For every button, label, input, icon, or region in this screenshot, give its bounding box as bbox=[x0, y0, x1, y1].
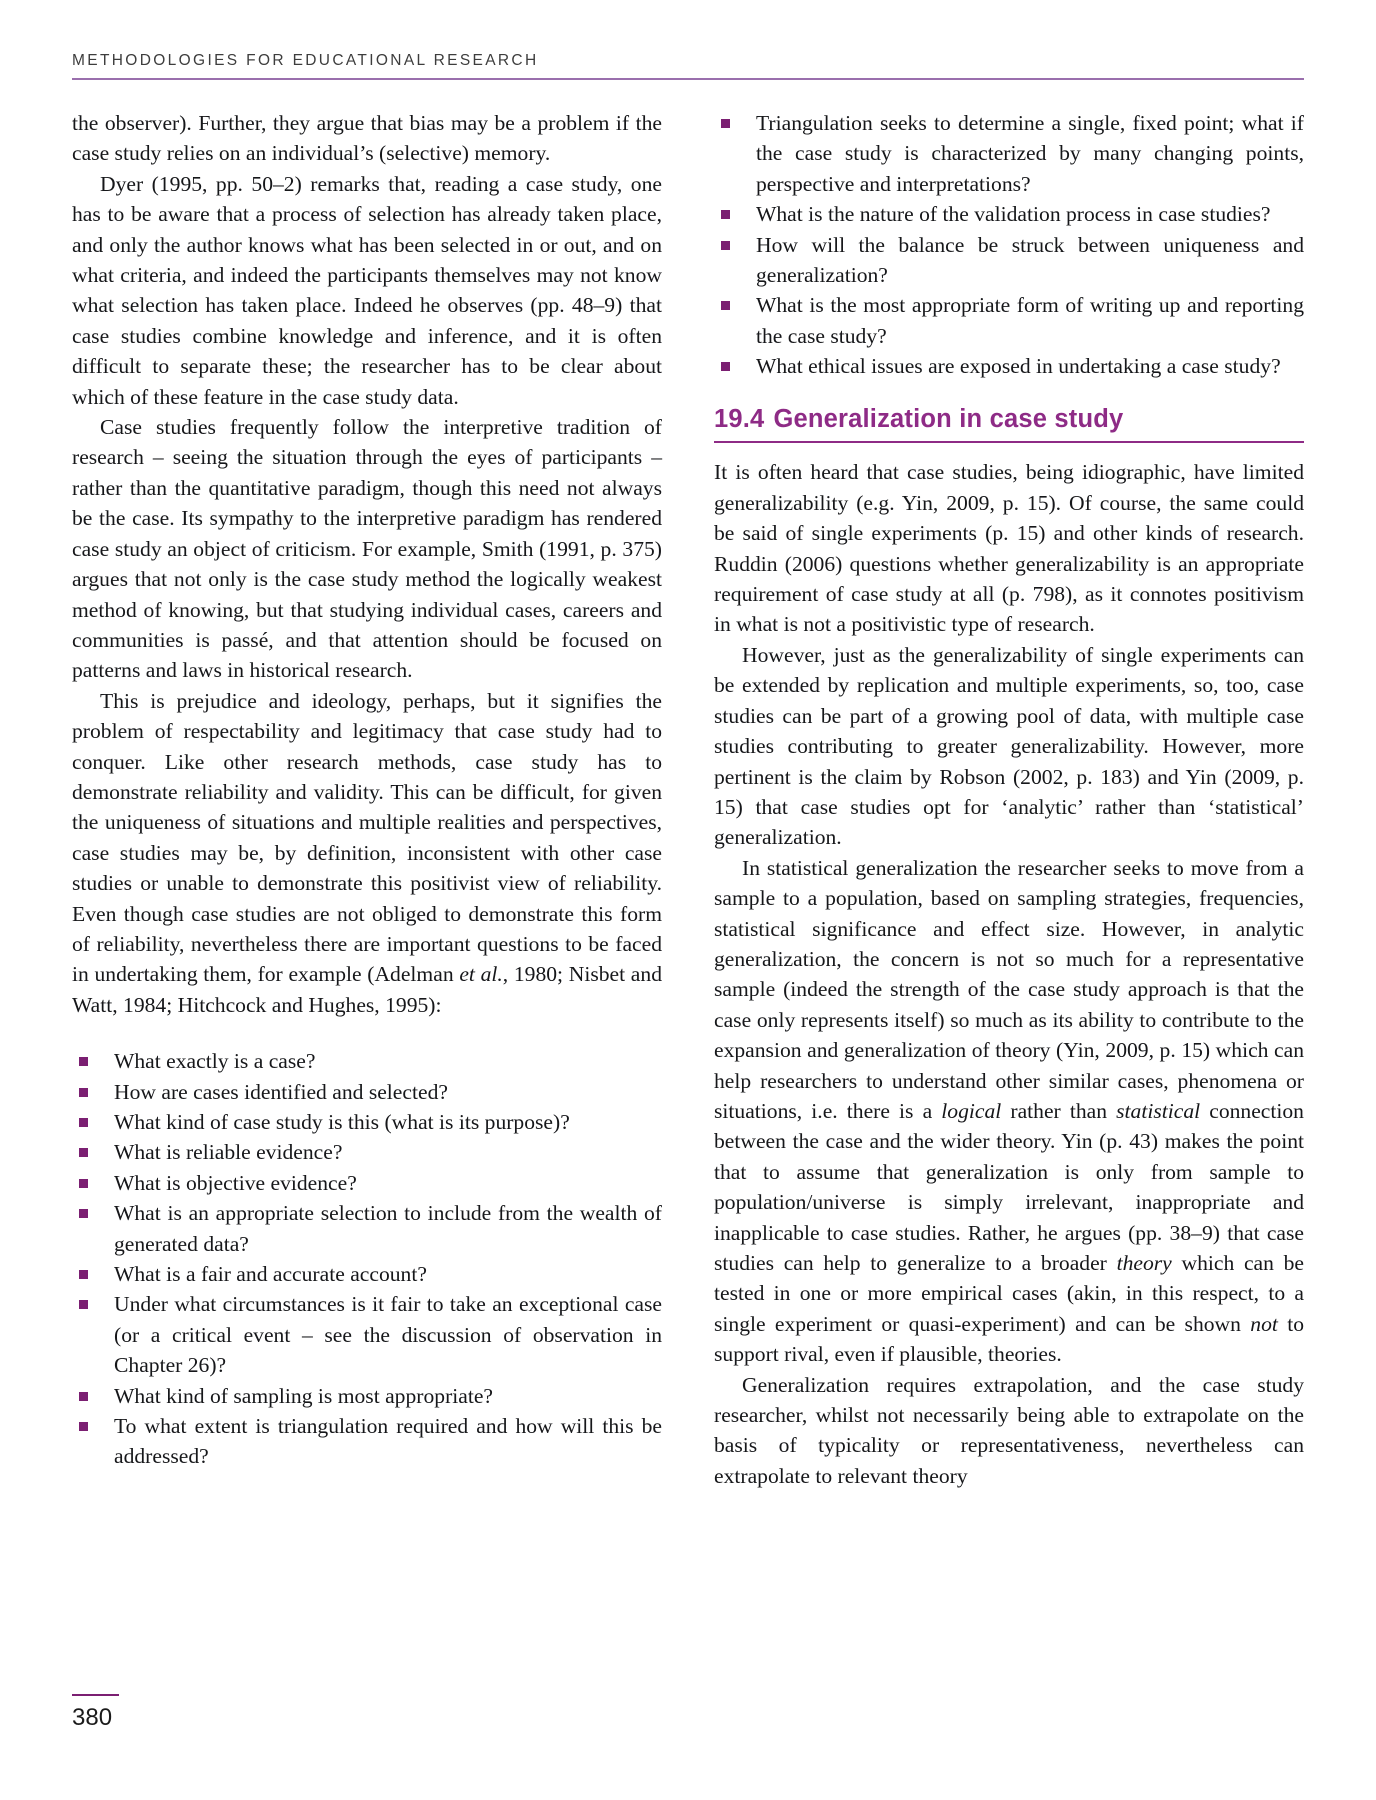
list-item bbox=[72, 1077, 662, 1107]
list-item-label: What is objective evidence? bbox=[114, 1170, 357, 1195]
list-item-label: What is reliable evidence? bbox=[114, 1140, 343, 1165]
square-bullet-icon bbox=[79, 1088, 88, 1097]
paragraph-part: In statistical generalization the researcher seeks to move from a sample to a population, based on sampling strategies, frequencies, statistical significance and effect size. However, in analytic generalization, the concern is not so much for a representative sample (indeed the strength of the case study approach is that the case only represents itself) so much as its ability to contribute to the expansion and generalization of theory (Yin, 2009, p. 15) which can help researchers to understand other similar cases, phenomena or situations, i.e. there is a bbox=[714, 855, 1304, 1123]
section-title: Generalization in case study bbox=[773, 404, 1124, 433]
paragraph-part: rather than bbox=[1001, 1098, 1117, 1123]
list-item bbox=[714, 351, 1304, 381]
paragraph-with-citation bbox=[72, 686, 662, 1020]
list-item bbox=[72, 1168, 662, 1198]
list-item-label: What is the most appropriate form of writing up and reporting the case study? bbox=[756, 293, 1304, 348]
paragraph: It is often heard that case studies, being idiographic, have limited generalizability (e.g. Yin, 2009, p. 15). Of course, the same could be said of single experiments (p. 15) and other kinds of research. Ruddin (2006) questions whether generalizability is an appropriate requirement of case study at all (p. 798), as it connotes positivism in what is not a positivistic type of research. bbox=[714, 460, 1304, 637]
folio bbox=[72, 1694, 119, 1730]
square-bullet-icon bbox=[79, 1422, 88, 1431]
square-bullet-icon bbox=[79, 1057, 88, 1066]
right-column bbox=[714, 108, 1304, 1491]
list-item bbox=[72, 1381, 662, 1411]
section-heading-area bbox=[714, 404, 1304, 444]
list-item bbox=[72, 1107, 662, 1137]
emphasis-statistical: statistical bbox=[1116, 1098, 1201, 1123]
section-heading bbox=[714, 404, 1304, 435]
list-item bbox=[72, 1411, 662, 1472]
paragraph: However, just as the generalizability of single experiments can be extended by replication and multiple experiments, so, too, case studies can be part of a growing pool of data, with multiple case studies contributing to greater generalizability. However, more pertinent is the claim by Robson (2002, p. 183) and Yin (2009, p. 15) that case studies opt for ‘analytic’ rather than ‘statistical’ generalization. bbox=[714, 642, 1304, 850]
section-number: 19.4 bbox=[714, 404, 765, 433]
list-item bbox=[714, 199, 1304, 229]
list-item-label: What kind of sampling is most appropriate? bbox=[114, 1383, 494, 1408]
list-item-label: What kind of case study is this (what is its purpose)? bbox=[114, 1110, 570, 1134]
square-bullet-icon bbox=[79, 1300, 88, 1309]
list-item bbox=[72, 1289, 662, 1380]
emphasis-logical: logical bbox=[941, 1098, 1002, 1123]
list-item bbox=[72, 1259, 662, 1289]
list-item-label: Under what circumstances is it fair to take an exceptional case (or a critical event – see the discussion of observation in Chapter 26)? bbox=[114, 1292, 662, 1378]
paragraph: Generalization requires extrapolation, and the case study researcher, whilst not necessarily being able to extrapolate on the basis of typicality or representativeness, nevertheless can extrapolate to relevant theory bbox=[714, 1372, 1304, 1488]
paragraph-part: to support rival, even if plausible, theories. bbox=[714, 1311, 1304, 1367]
square-bullet-icon bbox=[79, 1270, 88, 1279]
list-item-label: What is an appropriate selection to include from the wealth of generated data? bbox=[114, 1201, 662, 1256]
question-list-left bbox=[72, 1046, 662, 1472]
paragraph: the observer). Further, they argue that bias may be a problem if the case study relies on an individual’s (selective) memory. bbox=[72, 111, 662, 166]
header-rule bbox=[72, 78, 1304, 80]
square-bullet-icon bbox=[721, 210, 730, 219]
list-item-label: How will the balance be struck between uniqueness and generalization? bbox=[756, 232, 1304, 288]
paragraph-statistical-generalization bbox=[714, 853, 1304, 1370]
left-column bbox=[72, 108, 662, 1491]
citation-et-al: et al. bbox=[459, 962, 503, 987]
paragraph-part: connection between the case and the wider theory. Yin (p. 43) makes the point that to assume that generalization is only from sample to population/universe is simply irrelevant, inappropriate and inapplicable to case studies. Rather, he argues (pp. 38–9) that case studies can help to generalize to a broader bbox=[714, 1098, 1304, 1275]
list-item-label: What is a fair and accurate account? bbox=[114, 1262, 427, 1287]
paragraph: Case studies frequently follow the interpretive tradition of research – seeing the situation through the eyes of participants – rather than the quantitative paradigm, though this need not always be the case. Its sympathy to the interpretive paradigm has rendered case study an object of criticism. For example, Smith (1991, p. 375) argues that not only is the case study method the logically weakest method of knowing, but that studying individual cases, careers and communities is passé, and that attention should be focused on patterns and laws in historical research. bbox=[72, 415, 662, 683]
running-head-text: METHODOLOGIES FOR EDUCATIONAL RESEARCH bbox=[72, 52, 539, 69]
square-bullet-icon bbox=[721, 301, 730, 310]
paragraph: Dyer (1995, pp. 50–2) remarks that, reading a case study, one has to be aware that a process of selection has already taken place, and only the author knows what has been selected in or out, and on what criteria, and indeed the participants themselves may not know what selection has taken place. Indeed he observes (pp. 48–9) that case studies combine knowledge and inference, and it is often difficult to separate these; the researcher has to be clear about which of these feature in the case study data. bbox=[72, 171, 662, 409]
list-item bbox=[72, 1198, 662, 1259]
square-bullet-icon bbox=[79, 1118, 88, 1127]
square-bullet-icon bbox=[721, 241, 730, 250]
list-item bbox=[714, 230, 1304, 291]
list-item-label: What is the nature of the validation process in case studies? bbox=[756, 202, 1271, 227]
square-bullet-icon bbox=[79, 1209, 88, 1218]
list-item-label: To what extent is triangulation required and how will this be addressed? bbox=[114, 1414, 662, 1469]
running-head-area bbox=[72, 52, 1304, 80]
list-item bbox=[714, 108, 1304, 199]
list-item-label: Triangulation seeks to determine a single, fixed point; what if the case study is characterized by many changing points, perspective and interpretations? bbox=[756, 111, 1304, 196]
section-heading-rule bbox=[714, 441, 1304, 443]
paragraph-text-lead: This is prejudice and ideology, perhaps, but it signifies the problem of respectability and legitimacy that case study had to conquer. Like other research methods, case study has to demonstrate reliability and validity. This can be difficult, for given the uniqueness of situations and multiple realities and perspectives, case studies may be, by definition, inconsistent with other case studies or unable to demonstrate this positivist view of reliability. Even though case studies are not obliged to demonstrate this form of reliability, nevertheless there are important questions to be faced in undertaking them, for example (Adelman bbox=[72, 688, 662, 987]
emphasis-not: not bbox=[1250, 1311, 1278, 1336]
square-bullet-icon bbox=[721, 119, 730, 128]
square-bullet-icon bbox=[79, 1179, 88, 1188]
paragraph-part: which can be tested in one or more empirical cases (akin, in this respect, to a single experiment or quasi-experiment) and can be shown bbox=[714, 1251, 1304, 1336]
list-item-label: What ethical issues are exposed in undertaking a case study? bbox=[756, 354, 1281, 379]
page-number: 380 bbox=[72, 1703, 113, 1731]
two-column-body bbox=[72, 108, 1304, 1491]
paragraph-text-tail: , 1980; Nisbet and Watt, 1984; Hitchcock and Hughes, 1995): bbox=[72, 962, 662, 1017]
list-item bbox=[714, 290, 1304, 351]
folio-rule bbox=[72, 1694, 119, 1696]
list-item-label: How are cases identified and selected? bbox=[114, 1079, 448, 1104]
list-item-label: What exactly is a case? bbox=[114, 1049, 316, 1074]
square-bullet-icon bbox=[79, 1392, 88, 1401]
square-bullet-icon bbox=[721, 362, 730, 371]
question-list-right bbox=[714, 108, 1304, 382]
list-item bbox=[72, 1137, 662, 1167]
square-bullet-icon bbox=[79, 1148, 88, 1157]
list-item bbox=[72, 1046, 662, 1076]
emphasis-theory: theory bbox=[1116, 1251, 1172, 1275]
